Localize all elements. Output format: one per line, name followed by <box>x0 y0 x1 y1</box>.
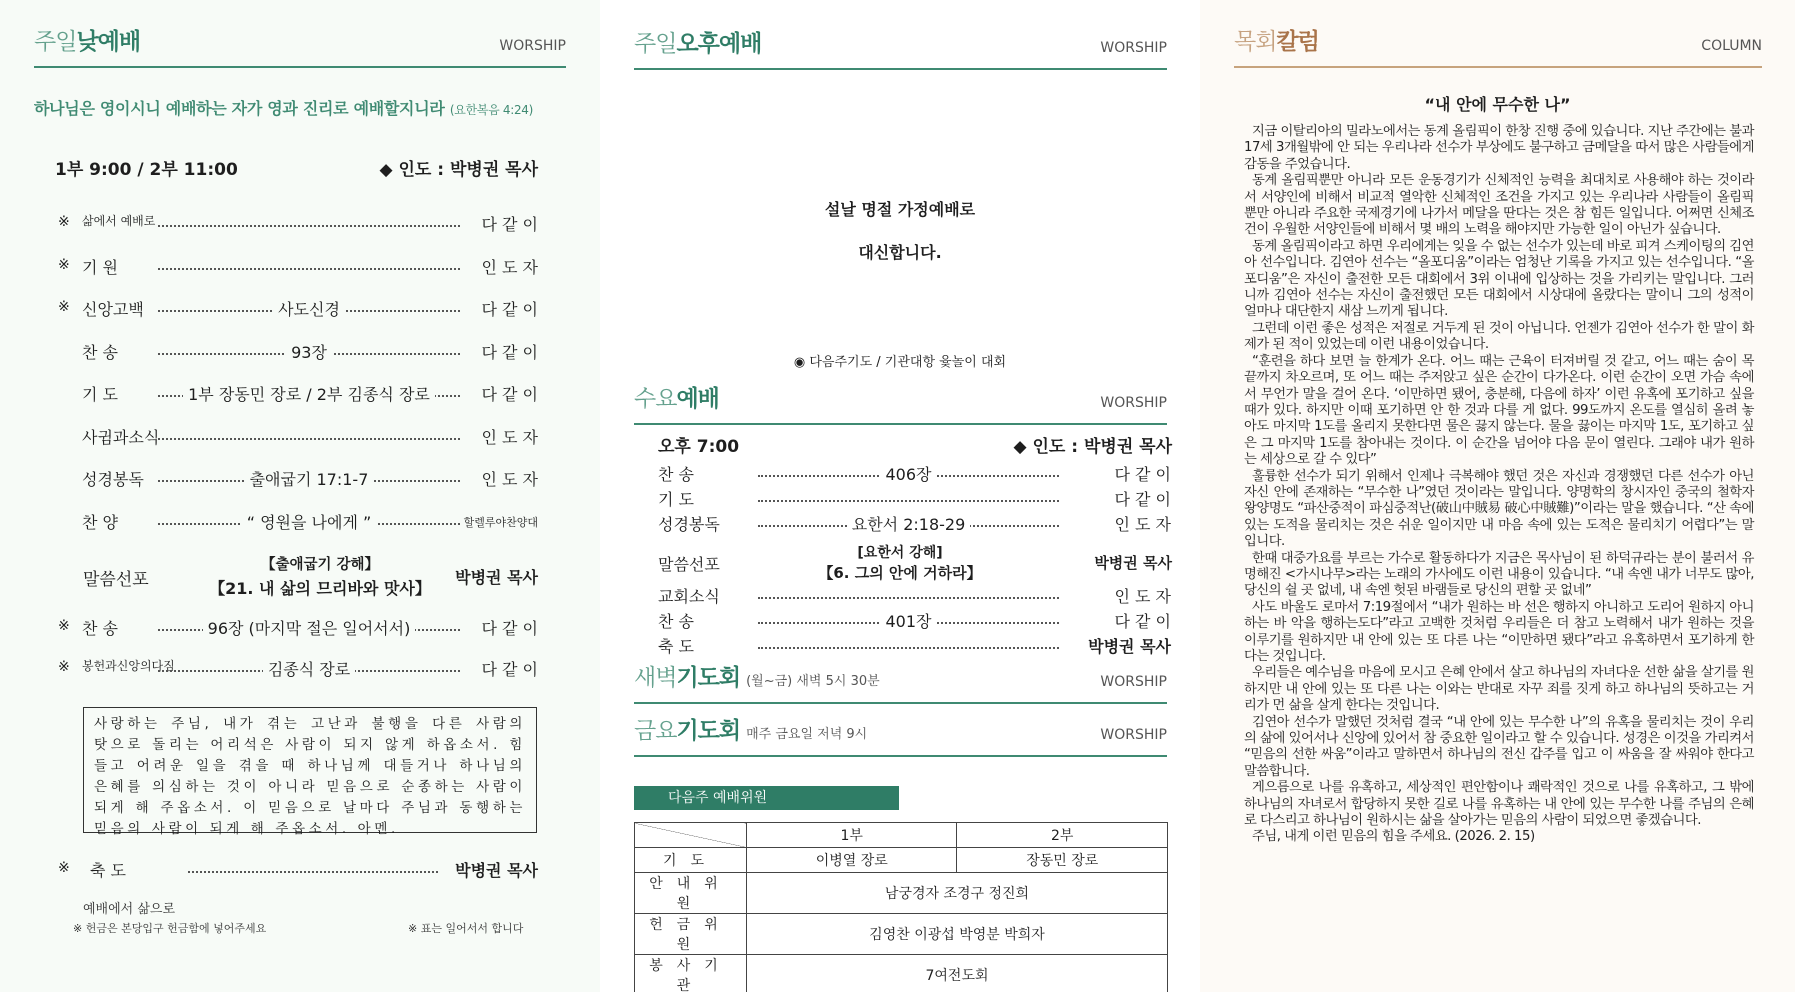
item-who: 박병권 목사 <box>1088 637 1171 656</box>
benediction-who: 박병권 목사 <box>455 861 538 880</box>
service-item <box>658 512 1171 536</box>
item-label: 교회소식 <box>658 587 720 606</box>
section-title: 새벽기도회 (월~금) 새벽 5시 30분 <box>634 665 880 691</box>
notice-line-2: 대신합니다. <box>858 243 942 262</box>
item-who: 인 도 자 <box>481 470 538 489</box>
item-label: 찬 송 <box>82 619 118 638</box>
item-who: 다 같 이 <box>1114 612 1171 631</box>
item-who: 다 같 이 <box>481 215 538 234</box>
item-label: 성경봉독 <box>82 470 144 489</box>
service-item <box>658 487 1171 511</box>
wednesday-time: 오후 7:00 <box>658 437 740 457</box>
item-label: 기 도 <box>82 385 118 404</box>
item-label: 기 도 <box>658 490 694 509</box>
item-detail-text: 요한서 2:18-29 <box>847 515 971 534</box>
sunday-afternoon-header <box>634 30 1167 70</box>
item-who: 인 도 자 <box>481 257 538 277</box>
column-body <box>1244 124 1754 846</box>
item-detail-text: 사도신경 <box>273 300 345 319</box>
dot-leader <box>758 647 1059 649</box>
sunday-day-header <box>34 28 566 68</box>
item-detail-text: 출애굽기 17:1-7 <box>245 470 374 489</box>
item-label: 찬 송 <box>658 612 694 631</box>
sermon-title: 【21. 내 삶의 므리바와 맛사】 <box>209 579 431 598</box>
sermon-series: 【출애굽기 강해】 <box>260 557 380 573</box>
service-item <box>658 462 1171 486</box>
sermon-preacher: 박병권 목사 <box>455 568 538 587</box>
table-row <box>635 873 1168 914</box>
item-label: 기 원 <box>82 257 118 277</box>
item-label: 찬 송 <box>82 342 118 362</box>
dot-leader <box>158 225 460 227</box>
column-heading: “내 안에 무수한 나” <box>1424 95 1571 114</box>
item-who: 다 같 이 <box>481 342 538 362</box>
item-who: 다 같 이 <box>481 300 538 319</box>
worship-tag: WORSHIP <box>499 38 566 54</box>
item-label: 신앙고백 <box>82 300 144 319</box>
wednesday-sermon-title: 【6. 그의 안에 거하라】 <box>818 564 982 582</box>
column-tag: COLUMN <box>1701 38 1762 54</box>
column-paragraph: 우리들은 예수님을 마음에 모시고 은혜 안에서 살고 하나님의 자녀다운 선한 삶을 살기를 원하지만 내 안에 있는 또 다른 나는 이와는 반대로 자꾸 죄를 짓게 하고 하나님의 뜻하고는 거리가 먼 삶을 살게 한다는 것입니다. <box>1244 665 1754 714</box>
item-detail <box>158 340 460 363</box>
item-detail <box>758 462 1059 485</box>
sunday-day-panel <box>0 0 600 992</box>
sermon-label: 말씀선포 <box>83 570 149 590</box>
role-cell: 헌금위원 <box>635 914 747 955</box>
wednesday-header <box>634 383 1167 425</box>
item-label: 봉헌과신앙의다짐 <box>82 659 175 673</box>
item-detail-text: 96장 (마지막 절은 일어서서) <box>203 619 416 638</box>
wednesday-sermon-series: [요한서 강해] <box>857 545 943 561</box>
dot-leader <box>758 500 1059 502</box>
col-header-1: 1부 <box>747 823 957 848</box>
service-item <box>658 584 1171 608</box>
item-detail-text: 406장 <box>881 465 937 484</box>
column-paragraph: 지금 이탈리아의 밀라노에서는 동계 올림픽이 한창 진행 중에 있습니다. 지난 주간에는 불과 17세 3개월밖에 안 되는 우리나라 선수가 부상에도 불구하고 금메달을 따서 많은 사람들에게 감동을 주었습니다. <box>1244 124 1754 172</box>
item-detail <box>158 297 460 320</box>
service-item <box>58 467 538 491</box>
service-item <box>658 609 1171 633</box>
prayer-box: 사랑하는 주님, 내가 겪는 고난과 불행을 다른 사람의 탓으로 돌리는 어리석은 사람이 되지 않게 하옵소서. 힘들고 어려운 일을 겪을 때 하나님께 대들거나 하나님의 은혜를 의심하는 것이 아니라 믿음으로 순종하는 사람이 되게 해 주옵소서. 이 믿음으로 날마다 주님과 동행하는 믿음의 사람이 되게 해 주옵소서. 아멘. <box>83 707 537 833</box>
worship-tag: WORSHIP <box>1100 395 1167 411</box>
service-item <box>658 634 1171 658</box>
item-detail <box>158 382 460 405</box>
item-who: 인 도 자 <box>1114 515 1171 534</box>
dot-leader <box>188 871 438 873</box>
service-item <box>58 382 538 406</box>
section-title: 주일낮예배 <box>34 29 141 55</box>
wednesday-leader: ◆ 인도 : 박병권 목사 <box>1013 437 1172 457</box>
role-cell: 안내위원 <box>635 873 747 914</box>
item-who: 다 같 이 <box>481 385 538 404</box>
duty-caption: 다음주 예배위원 <box>634 786 899 810</box>
column-paragraph: “훈련을 하다 보면 늘 한계가 온다. 어느 때는 근육이 터져버릴 것 같고, 어느 때는 숨이 목 끝까지 차오르며, 또 어느 때는 주저앉고 싶은 순간이 다가온다. 이런 순간이 오면 가슴 속에서 무언가 말을 걸어 온다. ‘이만하면 됐어, 충분해, 다음에 하자’ 이런 유혹에 포기하고 싶을 때가 있다. 하지만 이때 포기하면 안 한 것과 다를 게 없다. 99도까지 온도를 열심히 올려 놓아도 마지막 1도를 올리지 못한다면 물은 끓지 않는다. 물을 끓이는 마지막 1도, 포기하고 싶은 그 마지막 1도를 참아내는 것이다. 이 순간을 넘어야 다음 문이 열린다. 그래야 내가 원하는 세상으로 갈 수 있다” <box>1244 353 1754 468</box>
item-label: 찬 송 <box>658 465 694 484</box>
dot-leader <box>158 438 460 440</box>
column-paragraph: 사도 바울도 로마서 7:19절에서 “내가 원하는 바 선은 행하지 아니하고 도리어 원하지 아니하는 바 악을 행하는도다”라고 고백한 것처럼 우리들은 더 참고 노력해서 내가 원하는 것을 이루기를 원하지만 내 안에 있는 또 다른 나는 “이만하면 됐다”라고 유혹하면서 포기하게 한다는 것입니다. <box>1244 599 1754 664</box>
service-item <box>58 510 538 534</box>
wednesday-sermon-label: 말씀선포 <box>658 555 720 574</box>
item-who: 인 도 자 <box>481 427 538 447</box>
wednesday-sermon-preacher: 박병권 목사 <box>1094 554 1172 572</box>
next-week-prayer: ◉ 다음주기도 / 기관대항 윷놀이 대회 <box>793 355 1007 370</box>
table-row <box>635 955 1168 992</box>
standing-mark: ※ <box>58 659 70 675</box>
item-who: 다 같 이 <box>1114 465 1171 484</box>
column-paragraph: 주님, 내게 이런 믿음의 힘을 주세요. (2026. 2. 15) <box>1252 829 1535 845</box>
duty-cell: 7여전도회 <box>747 955 1168 992</box>
item-who: 다 같 이 <box>481 619 538 638</box>
service-item <box>58 340 538 364</box>
verse-reference: (요한복음 4:24) <box>449 103 534 117</box>
section-title: 금요기도회 매주 금요일 저녁 9시 <box>634 718 868 744</box>
worship-tag: WORSHIP <box>1100 674 1167 690</box>
standing-note: ※ 표는 일어서서 합니다 <box>408 922 524 935</box>
dot-leader <box>758 597 1059 599</box>
item-who: 다 같 이 <box>1114 490 1171 509</box>
column-paragraph: 한때 대중가요를 부르는 가수로 활동하다가 지금은 목사님이 된 하덕규라는 분이 불러서 유명해진 <가시나무>라는 노래의 가사에도 이런 내용이 있습니다. “내 속엔 내가 너무도 많아, 당신의 쉴 곳 없네, 내 속엔 헛된 바램들로 당신의 편할 곳 없네” <box>1244 550 1754 599</box>
column-paragraph: 동계 올림픽이라고 하면 우리에게는 잊을 수 없는 선수가 있는데 바로 피겨 스케이팅의 김연아 선수입니다. 김연아 선수는 “올포디움”이라는 엄청난 기록을 가지고 있는 선수입니다. “올포디움”은 자신이 출전한 모든 대회에서 3위 이내에 입상하는 것을 가리키는 말입니다. 그러니까 김연아 선수는 자신이 출전했던 모든 대회에서 시상대에 올랐다는 말이니 그의 성적이 얼마나 대단한지 새삼 느끼게 됩니다. <box>1244 238 1754 320</box>
dawn-schedule: (월~금) 새벽 5시 30분 <box>746 674 880 689</box>
item-detail-text: 1부 장동민 장로 / 2부 김종식 장로 <box>183 385 435 404</box>
benediction-label: 축 도 <box>90 861 126 880</box>
column-paragraph: 김연아 선수가 말했던 것처럼 결국 “내 안에 있는 무수한 나”의 유혹을 물리치는 것이 우리의 삶에 있어서나 신앙에 있어서 참 중요한 일이라고 할 수 있습니다. 성경은 이것을 가리켜서 “믿음의 선한 싸움”이라고 말하면서 하나님의 전신 갑주를 입고 이 싸움을 잘 싸워야 한다고 말씀합니다. <box>1244 714 1754 779</box>
item-detail <box>158 657 460 680</box>
service-item <box>58 255 538 279</box>
service-item <box>58 657 538 681</box>
duty-header-row <box>635 823 1168 848</box>
item-label: 삶에서 예배로 <box>82 214 156 228</box>
standing-mark: ※ <box>58 299 70 315</box>
duty-cell: 김영찬 이광섭 박영분 박희자 <box>747 914 1168 955</box>
service-leader: ◆ 인도 : 박병권 목사 <box>379 160 538 180</box>
table-corner <box>635 823 747 848</box>
benediction-row <box>58 858 538 882</box>
service-item <box>58 297 538 321</box>
service-times: 1부 9:00 / 2부 11:00 <box>55 160 238 180</box>
column-paragraph: 동계 올림픽뿐만 아니라 모든 운동경기가 신체적인 능력을 최대치로 사용해야 하는 것이라서 서양인에 비해서 비교적 열악한 신체적인 조건을 가지고 있는 우리나라 사람들이 올림픽뿐만 아니라 주요한 국제경기에 나가서 메달을 딴다는 것은 참 힘든 일입니다. 어쩌면 신체조건이 우월한 서양인들에 비해서 몇 배의 노력을 해야지만 가능한 일이 아닌가 싶습니다. <box>1244 173 1754 238</box>
item-detail <box>158 616 460 639</box>
section-title: 주일오후예배 <box>634 31 762 57</box>
friday-prayer-header <box>634 715 1167 757</box>
dawn-prayer-header <box>634 662 1167 704</box>
item-who: 다 같 이 <box>481 660 538 679</box>
table-row <box>635 914 1168 955</box>
role-cell: 봉사기관 <box>635 955 747 992</box>
item-detail <box>758 512 1059 535</box>
section-title: 수요예배 <box>634 386 719 412</box>
item-detail-text: 93장 <box>286 343 332 362</box>
standing-mark: ※ <box>58 214 70 230</box>
section-title: 목회칼럼 <box>1234 29 1319 55</box>
service-item <box>58 616 538 640</box>
worship-tag: WORSHIP <box>1100 727 1167 743</box>
item-detail-text: “ 영원을 나에게 ” <box>242 513 377 532</box>
friday-schedule: 매주 금요일 저녁 9시 <box>746 727 868 742</box>
item-label: 찬 양 <box>82 512 118 532</box>
service-item <box>58 212 538 236</box>
item-label: 축 도 <box>658 637 694 656</box>
footer-title: 예배에서 삶으로 <box>83 902 176 917</box>
duty-cell: 이병열 장로 <box>747 848 957 873</box>
item-detail <box>158 467 460 490</box>
item-detail <box>758 609 1059 632</box>
item-label: 성경봉독 <box>658 515 720 534</box>
worship-tag: WORSHIP <box>1100 40 1167 56</box>
duty-table <box>634 822 1168 992</box>
role-cell: 기도 <box>635 848 747 873</box>
item-who: 할렐루야찬양대 <box>463 515 538 529</box>
item-who: 인 도 자 <box>1114 587 1171 606</box>
item-detail-text: 김종식 장로 <box>263 660 355 679</box>
table-row <box>635 848 1168 873</box>
service-item <box>58 425 538 449</box>
notice-line-1: 설날 명절 가정예배로 <box>824 200 976 219</box>
col-header-2: 2부 <box>957 823 1168 848</box>
column-paragraph: 그런데 이런 좋은 성적은 저절로 거두게 된 것이 아닙니다. 언젠가 김연아 선수가 한 말이 화제가 된 적이 있었는데 이런 내용이었습니다. <box>1244 320 1754 353</box>
standing-mark: ※ <box>58 618 70 634</box>
column-paragraph: 게으름으로 나를 유혹하고, 세상적인 편안함이나 쾌락적인 것으로 나를 유혹하고, 그 밖에 하나님의 자녀로서 합당하지 못한 길로 나를 유혹하는 내 안에 있는 무수한 나를 주님의 은혜로 다스리고 하나님이 원하시는 삶을 살아가는 믿음의 사람이 되었으면 좋겠습니다. <box>1244 780 1754 829</box>
item-detail <box>158 510 460 533</box>
standing-mark: ※ <box>58 860 70 876</box>
item-detail-text: 401장 <box>881 612 937 631</box>
duty-cell: 남궁경자 조경구 정진희 <box>747 873 1168 914</box>
column-header <box>1234 28 1762 68</box>
theme-verse: 하나님은 영이시니 예배하는 자가 영과 진리로 예배할지니라 (요한복음 4:24) <box>34 99 534 118</box>
dot-leader <box>158 268 460 270</box>
column-paragraph: 훌륭한 선수가 되기 위해서 인제나 극복해야 했던 것은 자신과 경쟁했던 다른 선수가 아닌 자신 안에 존재하는 “무수한 나”였던 것이라는 말입니다. 양명학의 창시자인 중국의 철학자 왕양명도 “파산중적이 파심중적난(破山中賊易 破心中賊難)”이라는 말을 했습니다. “산 속에 있는 도적을 물리치는 것은 쉬운 일이지만 내 마음 속에 있는 도적은 물리치기 어렵다”는 말입니다. <box>1244 468 1754 550</box>
offering-note: ※ 헌금은 본당입구 헌금함에 넣어주세요 <box>73 922 267 935</box>
item-label: 사귐과소식 <box>82 427 160 447</box>
standing-mark: ※ <box>58 256 70 273</box>
duty-cell: 장동민 장로 <box>957 848 1168 873</box>
